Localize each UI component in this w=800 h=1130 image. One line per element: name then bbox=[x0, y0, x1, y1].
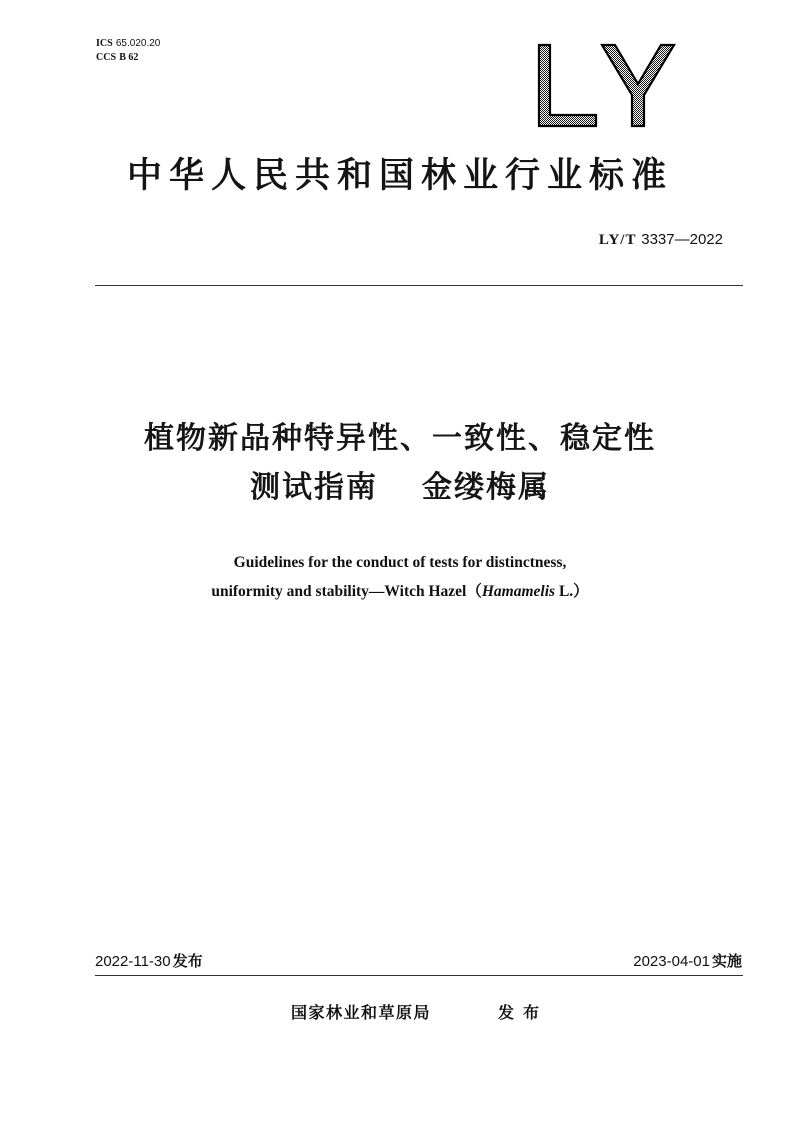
issue-date-word: 发布 bbox=[172, 952, 203, 970]
implementation-date bbox=[633, 950, 742, 971]
main-title: 中华人民共和国林业行业标准 bbox=[126, 156, 673, 196]
doc-title-cn-part2: 金缕梅属 bbox=[422, 470, 550, 505]
doc-title-en-line2 bbox=[0, 580, 800, 604]
doc-title-cn-part1: 测试指南 bbox=[250, 470, 378, 505]
publisher-name: 国家林业和草原局 bbox=[291, 1003, 432, 1022]
doc-title-cn-line1: 植物新品种特异性、一致性、稳定性 bbox=[144, 421, 656, 456]
doc-title-en-genus: Hamamelis bbox=[481, 583, 556, 600]
standard-prefix: LY/T bbox=[598, 232, 637, 248]
ccs-label: CCS bbox=[96, 52, 117, 63]
standard-number-value: 3337—2022 bbox=[641, 231, 723, 248]
doc-title-cn-line2 bbox=[0, 468, 800, 508]
doc-title-en-suffix: L.） bbox=[555, 583, 589, 600]
ics-value: 65.020.20 bbox=[115, 38, 161, 49]
ccs-value: B 62 bbox=[119, 52, 139, 63]
implementation-date-word: 实施 bbox=[711, 952, 742, 970]
ly-logo bbox=[536, 42, 676, 128]
classification-codes bbox=[96, 37, 160, 65]
bottom-divider bbox=[95, 975, 743, 976]
top-divider bbox=[95, 285, 743, 286]
ics-label: ICS bbox=[96, 38, 113, 49]
ccs-code bbox=[96, 51, 160, 65]
standard-number bbox=[599, 230, 723, 249]
issue-date bbox=[95, 950, 203, 971]
issue-date-value: 2022-11-30 bbox=[95, 953, 171, 970]
doc-title-en-line1: Guidelines for the conduct of tests for distinctness, bbox=[233, 554, 567, 571]
implementation-date-value: 2023-04-01 bbox=[633, 953, 710, 970]
doc-title-en-prefix: uniformity and stability—Witch Hazel（ bbox=[211, 583, 482, 600]
publisher-action: 发布 bbox=[498, 1003, 549, 1022]
ics-code bbox=[96, 37, 160, 51]
